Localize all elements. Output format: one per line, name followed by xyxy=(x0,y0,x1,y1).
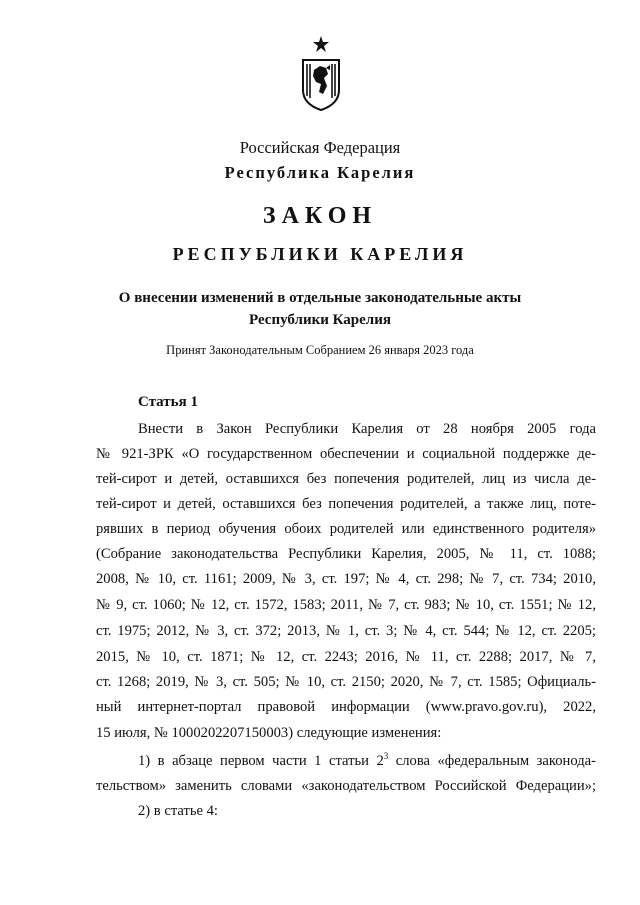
body-line: (Собрание законодательства Республики Карелия, 2005, № 11, ст. 1088; xyxy=(96,546,596,562)
body-line: ст. 1268; 2019, № 3, ст. 505; № 10, ст. 2150; 2020, № 7, ст. 1585; Официаль- xyxy=(96,674,596,690)
document-title-line-1: О внесении изменений в отдельные законодательные акты xyxy=(118,290,522,306)
body-line: тей-сирот и детей, оставшихся без попечения родителей, лиц из числа де- xyxy=(96,471,596,487)
body-line: тей-сирот и детей, оставшихся без попечения родителей, а также лиц, поте- xyxy=(96,496,596,512)
amendment-item-1-line-1 xyxy=(138,752,596,770)
document-title-line-2: Республики Карелия xyxy=(249,312,391,328)
body-line: № 9, ст. 1060; № 12, ст. 1572, 1583; 2011, № 7, ст. 983; № 10, ст. 1551; № 12, xyxy=(96,597,596,613)
document-title xyxy=(0,287,640,331)
republic-name: Республика Карелия xyxy=(224,163,416,182)
body-line: Внести в Закон Республики Карелия от 28 ноября 2005 года xyxy=(138,421,596,437)
amendment-item-2: 2) в статье 4: xyxy=(138,803,218,819)
country-name: Российская Федерация xyxy=(239,138,401,157)
body-line: ный интернет-портал правовой информации (www.pravo.gov.ru), 2022, xyxy=(96,699,596,715)
body-line: рявших в период обучения обоих родителей или единственного родителя» xyxy=(96,521,596,537)
adoption-note: Принят Законодательным Собранием 26 января 2023 года xyxy=(166,343,474,357)
body-line: 2015, № 10, ст. 1871; № 12, ст. 2243; 2016, № 11, ст. 2288; 2017, № 7, xyxy=(96,649,596,665)
law-subtitle: РЕСПУБЛИКИ КАРЕЛИЯ xyxy=(172,244,468,264)
body-line: 15 июля, № 1000202207150003) следующие изменения: xyxy=(96,725,442,741)
amendment-item-1-suffix: слова «федеральным законода- xyxy=(388,753,596,769)
amendment-item-1-line-2: тельством» заменить словами «законодательством Российской Федерации»; xyxy=(96,778,596,794)
karelia-coat-of-arms xyxy=(300,34,342,112)
amendment-item-1-prefix: 1) в абзаце первом части 1 статьи 2 xyxy=(138,753,384,769)
article-heading: Статья 1 xyxy=(138,394,198,410)
article-superscript: 3 xyxy=(383,751,389,762)
body-line: 2008, № 10, ст. 1161; 2009, № 3, ст. 197; № 4, ст. 298; № 7, ст. 734; 2010, xyxy=(96,571,596,587)
body-line: № 921-ЗРК «О государственном обеспечении и социальной поддержке де- xyxy=(96,446,596,462)
law-title: ЗАКОН xyxy=(262,203,378,229)
body-line: ст. 1975; 2012, № 3, ст. 372; 2013, № 1, ст. 3; № 4, ст. 544; № 12, ст. 2205; xyxy=(96,623,596,639)
